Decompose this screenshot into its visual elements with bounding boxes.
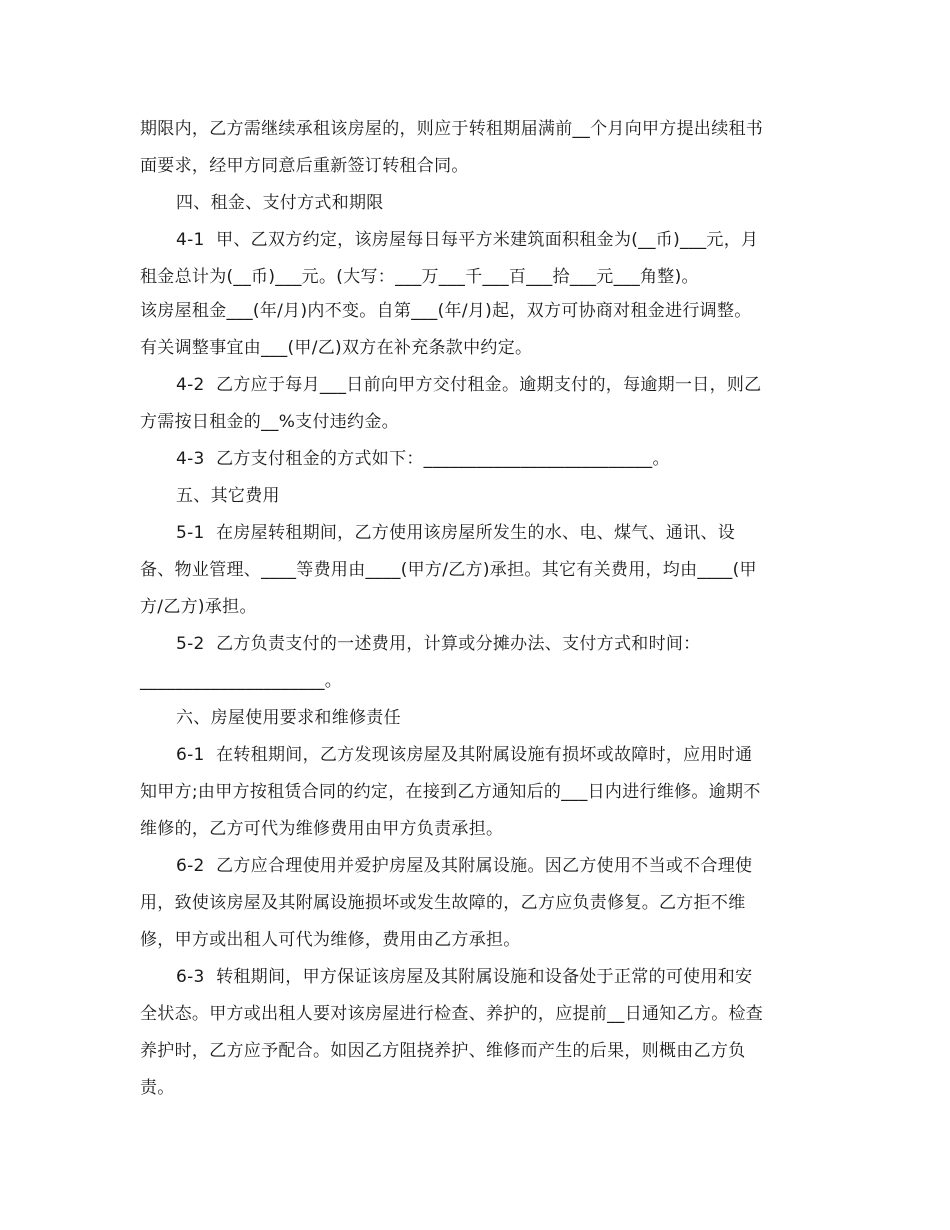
section-heading: 四、租金、支付方式和期限	[176, 193, 384, 213]
text-line: 修，甲方或出租人可代为维修，费用由乙方承担。	[140, 930, 521, 950]
clause-line: 6-3 转租期间，甲方保证该房屋及其附属设施和设备处于正常的可使用和安	[176, 967, 753, 987]
text-line: 知甲方;由甲方按租赁合同的约定，在接到乙方通知后的___日内进行维修。逾期不	[140, 782, 761, 802]
text-line: 维修的，乙方可代为维修费用由甲方负责承担。	[140, 819, 504, 839]
text-line: 方需按日租金的__%支付违约金。	[140, 412, 399, 432]
clause-line: 6-1 在转租期间，乙方发现该房屋及其附属设施有损坏或故障时，应用时通	[176, 745, 753, 765]
clause-line: 6-2 乙方应合理使用并爱护房屋及其附属设施。因乙方使用不当或不合理使	[176, 856, 753, 876]
text-line: 责。	[140, 1078, 175, 1098]
clause-line: 4-2 乙方应于每月___日前向甲方交付租金。逾期支付的，每逾期一日，则乙	[176, 375, 762, 395]
clause-line: 5-2 乙方负责支付的一述费用，计算或分摊办法、支付方式和时间：	[176, 634, 701, 654]
text-line: 备、物业管理、____等费用由____(甲方/乙方)承担。其它有关费用，均由____(甲	[140, 560, 757, 580]
clause-line: 5-1 在房屋转租期间，乙方使用该房屋所发生的水、电、煤气、通讯、设	[176, 523, 736, 543]
text-line: _____________________。	[140, 671, 343, 691]
section-heading: 六、房屋使用要求和维修责任	[176, 708, 401, 728]
clause-line: 4-1 甲、乙双方约定，该房屋每日每平方米建筑面积租金为(__币)___元，月	[176, 230, 759, 250]
text-line: 全状态。甲方或出租人要对该房屋进行检查、养护的，应提前__日通知乙方。检查	[140, 1004, 764, 1024]
section-heading: 五、其它费用	[176, 486, 280, 506]
text-line: 养护时，乙方应予配合。如因乙方阻挠养护、维修而产生的后果，则概由乙方负	[140, 1041, 746, 1061]
text-line: 该房屋租金___(年/月)内不变。自第___(年/月)起，双方可协商对租金进行调整。	[140, 301, 752, 321]
text-line: 方/乙方)承担。	[140, 597, 257, 617]
text-line: 租金总计为(__币)___元。(大写：___万___千___百___拾___元___角整)。	[140, 267, 699, 287]
text-line: 面要求，经甲方同意后重新签订转租合同。	[140, 156, 469, 176]
text-line: 有关调整事宜由___(甲/乙)双方在补充条款中约定。	[140, 338, 533, 358]
text-line: 用，致使该房屋及其附属设施损坏或发生故障的，乙方应负责修复。乙方拒不维	[140, 893, 746, 913]
clause-line: 4-3 乙方支付租金的方式如下：__________________________。	[176, 449, 670, 469]
text-line: 期限内，乙方需继续承租该房屋的，则应于转租期届满前__个月向甲方提出续租书	[140, 119, 764, 139]
